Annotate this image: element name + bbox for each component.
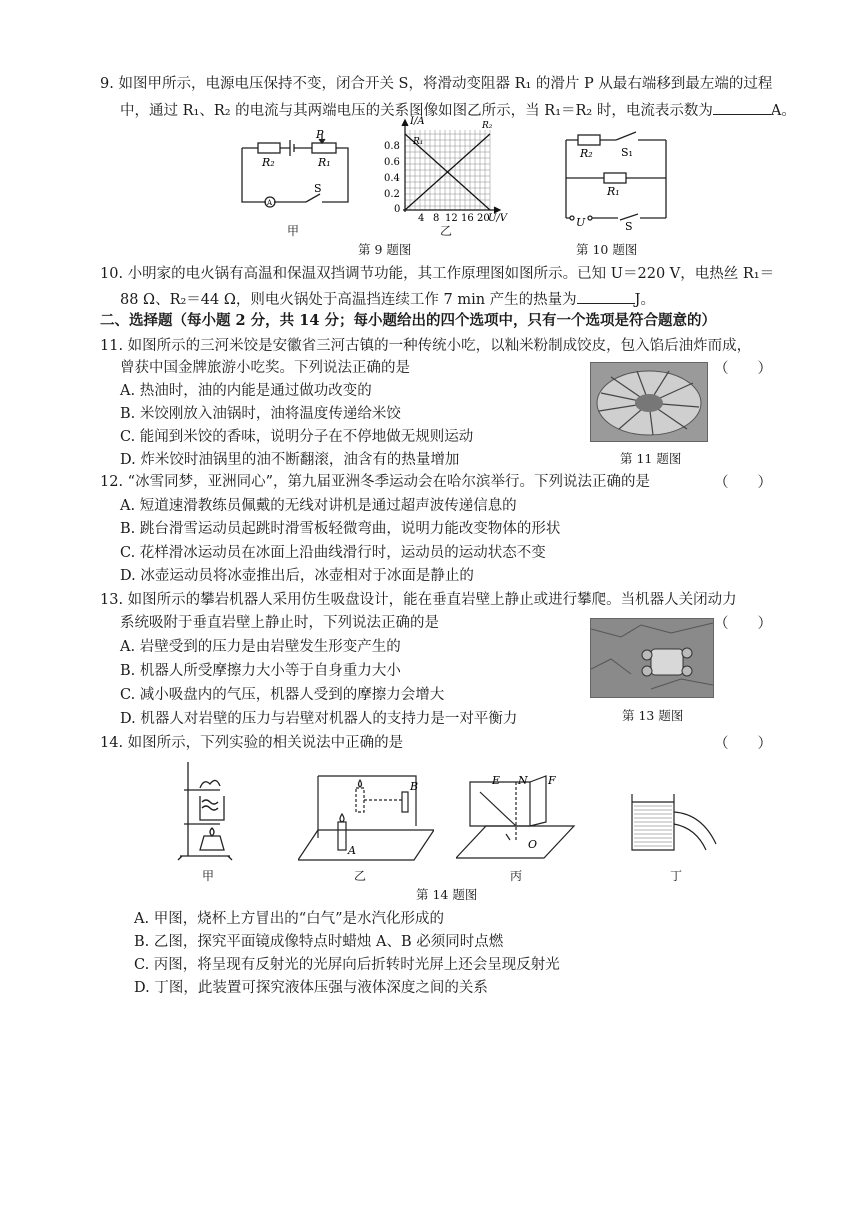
q9-answer-blank	[713, 100, 771, 115]
q9-p-label: P	[316, 130, 324, 141]
q9-r1-label: R₁	[318, 156, 331, 169]
q11-caption: 第 11 题图	[620, 451, 682, 466]
q11-answer-paren: （ ）	[714, 361, 772, 377]
label-b: B	[410, 780, 419, 793]
q11-mijiao-photo	[590, 362, 708, 442]
label-a: A	[348, 844, 356, 857]
q13-answer-paren: （ ）	[714, 616, 772, 632]
q9-line1: 9. 如图甲所示，电源电压保持不变，闭合开关 S，将滑动变阻器 R₁ 的滑片 P 从最右端移到最左端的过程	[100, 76, 773, 92]
q13-option-a: A. 岩壁受到的压力是由岩壁发生形变产生的	[120, 639, 401, 655]
q14-fig-yi	[298, 768, 434, 862]
q10-r1-label: R₁	[607, 185, 620, 198]
q10-s1-label: S₁	[621, 146, 633, 159]
label-f: F	[548, 774, 556, 787]
q9-ammeter-label: A	[267, 199, 273, 207]
q10-u-label: U	[576, 216, 586, 229]
q13-robot-photo	[590, 618, 714, 698]
q10-line2	[120, 289, 655, 310]
y-tick-0.6: 0.6	[384, 157, 400, 168]
q13-option-c: C. 减小吸盘内的气压，机器人受到的摩擦力会增大	[120, 687, 445, 703]
q10-r2	[578, 135, 600, 145]
y-tick-0.4: 0.4	[384, 173, 400, 184]
q12-option-d: D. 冰壶运动员将冰壶推出后，冰壶相对于冰面是静止的	[120, 568, 474, 584]
r2-line-label: R₂	[482, 121, 493, 131]
q10-r2-label: R₂	[580, 147, 593, 160]
y-tick-0.8: 0.8	[384, 141, 400, 152]
y-tick-0.2: 0.2	[384, 189, 400, 200]
origin-label: 0	[394, 204, 401, 215]
q14-fig-yi-label: 乙	[354, 869, 367, 883]
q10-line2-text: 88 Ω、R₂＝44 Ω，则电火锅处于高温挡连续工作 7 min 产生的热量为	[120, 292, 577, 308]
q13-option-b: B. 机器人所受摩擦力大小等于自身重力大小	[120, 663, 401, 679]
section2-heading: 二、选择题（每小题 2 分，共 14 分；每小题给出的四个选项中，只有一个选项是符合题意的）	[100, 312, 716, 329]
q10-s-label: S	[625, 220, 633, 230]
r1-line-label: R₁	[413, 137, 424, 147]
q14-caption: 第 14 题图	[416, 887, 478, 902]
q14-option-d: D. 丁图，此装置可探究液体压强与液体深度之间的关系	[134, 980, 488, 996]
q14-option-c: C. 丙图，将呈现有反射光的光屏向后折转时光屏上还会呈现反射光	[134, 957, 560, 973]
q11-option-c: C. 能闻到米饺的香味，说明分子在不停地做无规则运动	[120, 429, 474, 445]
q14-fig-ding-label: 丁	[670, 869, 683, 883]
r2-resistor	[258, 143, 280, 153]
q14-option-b: B. 乙图，探究平面镜成像特点时蜡烛 A、B 必须同时点燃	[134, 934, 504, 950]
q10-line1: 10. 小明家的电火锅有高温和保温双挡调节功能，其工作原理图如图所示。已知 U＝220 V，电热丝 R₁＝	[100, 266, 775, 282]
q14-fig-ding	[622, 788, 722, 858]
q11-option-b: B. 米饺刚放入油锅时，油将温度传递给米饺	[120, 406, 401, 422]
q12-line1: 12. “冰雪同梦，亚洲同心”，第九届亚洲冬季运动会在哈尔滨举行。下列说法正确的是	[100, 474, 650, 490]
q12-option-c: C. 花样滑冰运动员在冰面上沿曲线滑行时，运动员的运动状态不变	[120, 545, 546, 561]
q14-line1: 14. 如图所示，下列实验的相关说法中正确的是	[100, 735, 404, 751]
candle-a	[338, 822, 346, 850]
q9-s-label: S	[314, 182, 322, 195]
q14-fig-bing-label: 丙	[510, 869, 523, 883]
label-o: O	[528, 838, 538, 851]
q14-fig-jia	[170, 758, 240, 862]
q9-unit: A。	[770, 103, 796, 119]
q10-r1	[604, 173, 626, 183]
q9-graph-yi	[370, 112, 510, 222]
q12-option-a: A. 短道速滑教练员佩戴的无线对讲机是通过超声波传递信息的	[120, 498, 517, 514]
q14-fig-jia-label: 甲	[202, 869, 215, 883]
q11-option-a: A. 热油时，油的内能是通过做功改变的	[120, 383, 372, 399]
q13-line1: 13. 如图所示的攀岩机器人采用仿生吸盘设计，能在垂直岩壁上静止或进行攀爬。当机器人关闭动力	[100, 592, 737, 608]
q9-fig-jia-label: 甲	[287, 224, 300, 238]
x-tick-8: 8	[433, 213, 440, 222]
q14-answer-paren: （ ）	[714, 736, 772, 752]
candle-b-image	[356, 788, 364, 812]
x-axis-label: U/V	[488, 213, 508, 222]
r1-rheostat	[312, 143, 336, 153]
q11-line2: 曾获中国金牌旅游小吃奖。下列说法正确的是	[120, 360, 410, 376]
q13-caption: 第 13 题图	[622, 708, 684, 723]
q9-r2-label: R₂	[262, 156, 275, 169]
q10-unit: J。	[634, 292, 655, 308]
q9-circuit-jia	[236, 130, 356, 212]
q13-option-d: D. 机器人对岩壁的压力与岩壁对机器人的支持力是一对平衡力	[120, 711, 518, 727]
x-tick-4: 4	[418, 213, 425, 222]
label-e: E	[492, 774, 501, 787]
y-axis-label: I/A	[410, 116, 425, 127]
q11-option-d: D. 炸米饺时油锅里的油不断翻滚，油含有的热量增加	[120, 452, 460, 468]
q11-line1: 11. 如图所示的三河米饺是安徽省三河古镇的一种传统小吃，以籼米粉制成饺皮，包入馅后油炸而成，	[100, 338, 752, 354]
label-n: N	[518, 774, 528, 787]
q9-fig-yi-label: 乙	[440, 224, 453, 238]
q10-circuit	[556, 130, 676, 230]
q13-line2: 系统吸附于垂直岩壁上静止时，下列说法正确的是	[120, 615, 439, 631]
q9-line2-text: 中，通过 R₁、R₂ 的电流与其两端电压的关系图像如图乙所示，当 R₁＝R₂ 时，电流表示数为	[120, 103, 713, 119]
candle-b	[402, 792, 408, 812]
q14-option-a: A. 甲图，烧杯上方冒出的“白气”是水汽化形成的	[134, 911, 445, 927]
q14-fig-bing	[456, 774, 576, 864]
x-tick-16: 16	[461, 213, 474, 222]
q10-caption: 第 10 题图	[576, 242, 638, 257]
q10-answer-blank	[577, 289, 635, 304]
x-tick-12: 12	[445, 213, 458, 222]
q12-answer-paren: （ ）	[714, 475, 772, 491]
q9-caption: 第 9 题图	[358, 242, 412, 257]
q12-option-b: B. 跳台滑雪运动员起跳时滑雪板轻微弯曲，说明力能改变物体的形状	[120, 521, 561, 537]
x-tick-20: 20	[477, 213, 490, 222]
